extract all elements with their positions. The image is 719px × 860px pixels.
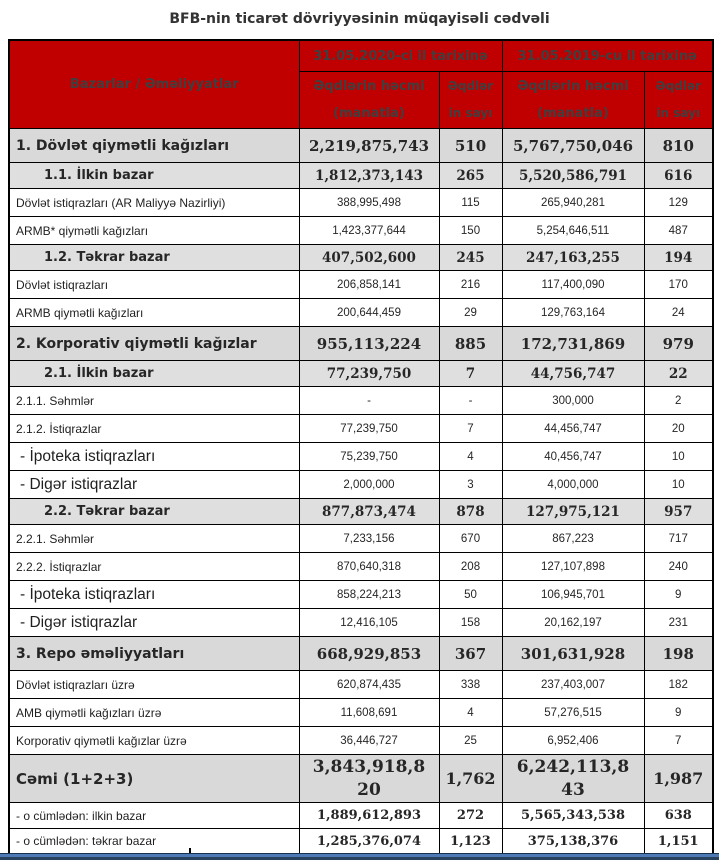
- count-2020-cell: 670: [439, 525, 502, 553]
- count-2019-cell: 194: [644, 245, 713, 271]
- count-2019-cell: 240: [644, 553, 713, 581]
- volume-2020-cell: 1,889,612,893: [299, 803, 439, 829]
- volume-2020-cell: 955,113,224: [299, 327, 439, 361]
- header-count-2019: [644, 72, 713, 129]
- volume-2020-cell: 7,233,156: [299, 525, 439, 553]
- count-2020-cell: 1,123: [439, 829, 502, 855]
- row-label: - İpoteka istiqrazları: [9, 443, 299, 471]
- volume-2019-cell: 265,940,281: [502, 189, 644, 217]
- volume-2020-cell: 200,644,459: [299, 299, 439, 327]
- table-body: [9, 129, 713, 855]
- count-2019-cell: 170: [644, 271, 713, 299]
- volume-2020-cell: 877,873,474: [299, 499, 439, 525]
- table-row: [9, 525, 713, 553]
- header-count-2019-label: Əqdlərin sayı: [655, 79, 702, 120]
- volume-2020-cell: 1,285,376,074: [299, 829, 439, 855]
- count-2019-cell: 2: [644, 387, 713, 415]
- volume-2019-cell: 117,400,090: [502, 271, 644, 299]
- count-2020-cell: 216: [439, 271, 502, 299]
- volume-2019-cell: 5,565,343,538: [502, 803, 644, 829]
- count-2020-cell: 208: [439, 553, 502, 581]
- volume-2020-cell: 407,502,600: [299, 245, 439, 271]
- row-label: Dövlət istiqrazları üzrə: [9, 671, 299, 699]
- count-2020-cell: 265: [439, 163, 502, 189]
- table-row: [9, 727, 713, 755]
- count-2020-cell: 878: [439, 499, 502, 525]
- volume-2020-cell: 858,224,213: [299, 581, 439, 609]
- table-row: [9, 803, 713, 829]
- volume-2019-cell: 867,223: [502, 525, 644, 553]
- total-volume-value: 6,242,113,843: [516, 757, 630, 800]
- count-2020-cell: 158: [439, 609, 502, 637]
- table-row: [9, 699, 713, 727]
- volume-2020-cell: 870,640,318: [299, 553, 439, 581]
- count-2019-cell: 1,987: [644, 755, 713, 803]
- row-label: - İpoteka istiqrazları: [9, 581, 299, 609]
- volume-2020-cell: [299, 755, 439, 803]
- table-row: [9, 299, 713, 327]
- count-2020-cell: 1,762: [439, 755, 502, 803]
- table-row: [9, 271, 713, 299]
- row-label: ARMB* qiymətli kağızları: [9, 217, 299, 245]
- count-2020-cell: 510: [439, 129, 502, 163]
- volume-2019-cell: 127,107,898: [502, 553, 644, 581]
- volume-2019-cell: 5,254,646,511: [502, 217, 644, 245]
- volume-2020-cell: 2,000,000: [299, 471, 439, 499]
- table-row: [9, 415, 713, 443]
- volume-2019-cell: 301,631,928: [502, 637, 644, 671]
- count-2019-cell: 231: [644, 609, 713, 637]
- row-label: 1.2. Təkrar bazar: [9, 245, 299, 271]
- count-2020-cell: 367: [439, 637, 502, 671]
- volume-2020-cell: 668,929,853: [299, 637, 439, 671]
- count-2019-cell: 20: [644, 415, 713, 443]
- table-row: [9, 217, 713, 245]
- row-label: 2.1.2. İstiqrazlar: [9, 415, 299, 443]
- volume-2020-cell: 75,239,750: [299, 443, 439, 471]
- count-2019-cell: 487: [644, 217, 713, 245]
- table-row: [9, 671, 713, 699]
- row-label: ARMB qiymətli kağızları: [9, 299, 299, 327]
- count-2020-cell: 150: [439, 217, 502, 245]
- volume-2019-cell: 6,952,406: [502, 727, 644, 755]
- volume-2019-cell: 20,162,197: [502, 609, 644, 637]
- volume-2020-cell: 12,416,105: [299, 609, 439, 637]
- volume-2020-cell: 1,812,373,143: [299, 163, 439, 189]
- count-2020-cell: 245: [439, 245, 502, 271]
- table-row: [9, 129, 713, 163]
- row-label: 1.1. İlkin bazar: [9, 163, 299, 189]
- count-2019-cell: 129: [644, 189, 713, 217]
- volume-2019-cell: 40,456,747: [502, 443, 644, 471]
- count-2020-cell: 115: [439, 189, 502, 217]
- count-2020-cell: 25: [439, 727, 502, 755]
- count-2019-cell: 616: [644, 163, 713, 189]
- count-2019-cell: 9: [644, 581, 713, 609]
- row-label: - o cümlədən: təkrar bazar: [9, 829, 299, 855]
- volume-2019-cell: 300,000: [502, 387, 644, 415]
- volume-2020-cell: 77,239,750: [299, 415, 439, 443]
- table-row: [9, 189, 713, 217]
- count-2019-cell: 1,151: [644, 829, 713, 855]
- volume-2020-cell: 620,874,435: [299, 671, 439, 699]
- volume-2020-cell: 2,219,875,743: [299, 129, 439, 163]
- volume-2020-cell: 1,423,377,644: [299, 217, 439, 245]
- row-label: 2. Korporativ qiymətli kağızlar: [9, 327, 299, 361]
- header-period-2019: 31.05.2019-cu il tarixinə: [502, 40, 713, 72]
- row-label: Dövlət istiqrazları: [9, 271, 299, 299]
- count-2019-cell: 9: [644, 699, 713, 727]
- volume-2020-cell: 36,446,727: [299, 727, 439, 755]
- table-row: [9, 637, 713, 671]
- table-row: [9, 361, 713, 387]
- row-label: 2.2. Təkrar bazar: [9, 499, 299, 525]
- header-volume-2020: Əqdlərin həcmi (manatla): [299, 72, 439, 129]
- row-label: Cəmi (1+2+3): [9, 755, 299, 803]
- table-header: [9, 40, 713, 129]
- count-2020-cell: 50: [439, 581, 502, 609]
- count-2019-cell: 957: [644, 499, 713, 525]
- count-2020-cell: -: [439, 387, 502, 415]
- volume-2019-cell: 172,731,869: [502, 327, 644, 361]
- count-2020-cell: 4: [439, 699, 502, 727]
- count-2020-cell: 4: [439, 443, 502, 471]
- table-row: [9, 471, 713, 499]
- table-row: [9, 829, 713, 855]
- count-2020-cell: 885: [439, 327, 502, 361]
- volume-2019-cell: 5,520,586,791: [502, 163, 644, 189]
- table-row: [9, 755, 713, 803]
- row-label: - Digər istiqrazlar: [9, 609, 299, 637]
- count-2019-cell: 810: [644, 129, 713, 163]
- comparison-table: [8, 39, 714, 856]
- table-row: [9, 499, 713, 525]
- count-2020-cell: 272: [439, 803, 502, 829]
- volume-2019-cell: 375,138,376: [502, 829, 644, 855]
- volume-2019-cell: 44,456,747: [502, 415, 644, 443]
- page-title: BFB-nin ticarət dövriyyəsinin müqayisəli cədvəli: [169, 11, 550, 27]
- volume-2020-cell: 206,858,141: [299, 271, 439, 299]
- count-2019-cell: 24: [644, 299, 713, 327]
- row-label: - Digər istiqrazlar: [9, 471, 299, 499]
- volume-2020-cell: 388,995,498: [299, 189, 439, 217]
- count-2019-cell: 22: [644, 361, 713, 387]
- row-label: 2.1. İlkin bazar: [9, 361, 299, 387]
- row-label: 3. Repo əməliyyatları: [9, 637, 299, 671]
- header-period-row: [9, 40, 713, 72]
- table-row: [9, 609, 713, 637]
- table-row: [9, 163, 713, 189]
- table-row: [9, 443, 713, 471]
- row-label: 2.2.1. Səhmlər: [9, 525, 299, 553]
- count-2020-cell: 3: [439, 471, 502, 499]
- table-row: [9, 327, 713, 361]
- volume-2019-cell: [502, 755, 644, 803]
- volume-2019-cell: 247,163,255: [502, 245, 644, 271]
- volume-2019-cell: 237,403,007: [502, 671, 644, 699]
- count-2020-cell: 7: [439, 415, 502, 443]
- header-count-2020: [439, 72, 502, 129]
- row-label: 1. Dövlət qiymətli kağızları: [9, 129, 299, 163]
- row-label: Korporativ qiymətli kağızlar üzrə: [9, 727, 299, 755]
- table-row: [9, 553, 713, 581]
- count-2020-cell: 338: [439, 671, 502, 699]
- count-2020-cell: 29: [439, 299, 502, 327]
- row-label: Dövlət istiqrazları (AR Maliyyə Nazirliyi): [9, 189, 299, 217]
- row-label: - o cümlədən: ilkin bazar: [9, 803, 299, 829]
- count-2019-cell: 7: [644, 727, 713, 755]
- count-2019-cell: 10: [644, 471, 713, 499]
- volume-2019-cell: 5,767,750,046: [502, 129, 644, 163]
- count-2019-cell: 638: [644, 803, 713, 829]
- header-volume-2019: Əqdlərin həcmi (manatla): [502, 72, 644, 129]
- count-2020-cell: 7: [439, 361, 502, 387]
- count-2019-cell: 10: [644, 443, 713, 471]
- volume-2019-cell: 57,276,515: [502, 699, 644, 727]
- row-label: 2.1.1. Səhmlər: [9, 387, 299, 415]
- volume-2020-cell: 77,239,750: [299, 361, 439, 387]
- table-row: [9, 245, 713, 271]
- volume-2020-cell: 11,608,691: [299, 699, 439, 727]
- header-period-2020: 31.05.2020-ci il tarixinə: [299, 40, 502, 72]
- row-label: 2.2.2. İstiqrazlar: [9, 553, 299, 581]
- volume-2019-cell: 44,756,747: [502, 361, 644, 387]
- volume-2019-cell: 129,763,164: [502, 299, 644, 327]
- volume-2019-cell: 106,945,701: [502, 581, 644, 609]
- total-volume-value: 3,843,918,820: [312, 757, 426, 800]
- count-2019-cell: 182: [644, 671, 713, 699]
- count-2019-cell: 979: [644, 327, 713, 361]
- volume-2019-cell: 4,000,000: [502, 471, 644, 499]
- table-row: [9, 581, 713, 609]
- table-row: [9, 387, 713, 415]
- volume-2020-cell: -: [299, 387, 439, 415]
- count-2019-cell: 198: [644, 637, 713, 671]
- header-count-2020-label: Əqdlərin sayı: [447, 79, 494, 120]
- volume-2019-cell: 127,975,121: [502, 499, 644, 525]
- window-bottom-bar: [0, 853, 719, 860]
- count-2019-cell: 717: [644, 525, 713, 553]
- header-markets: Bazarlar / Əməliyyatlar: [9, 40, 299, 129]
- row-label: AMB qiymətli kağızları üzrə: [9, 699, 299, 727]
